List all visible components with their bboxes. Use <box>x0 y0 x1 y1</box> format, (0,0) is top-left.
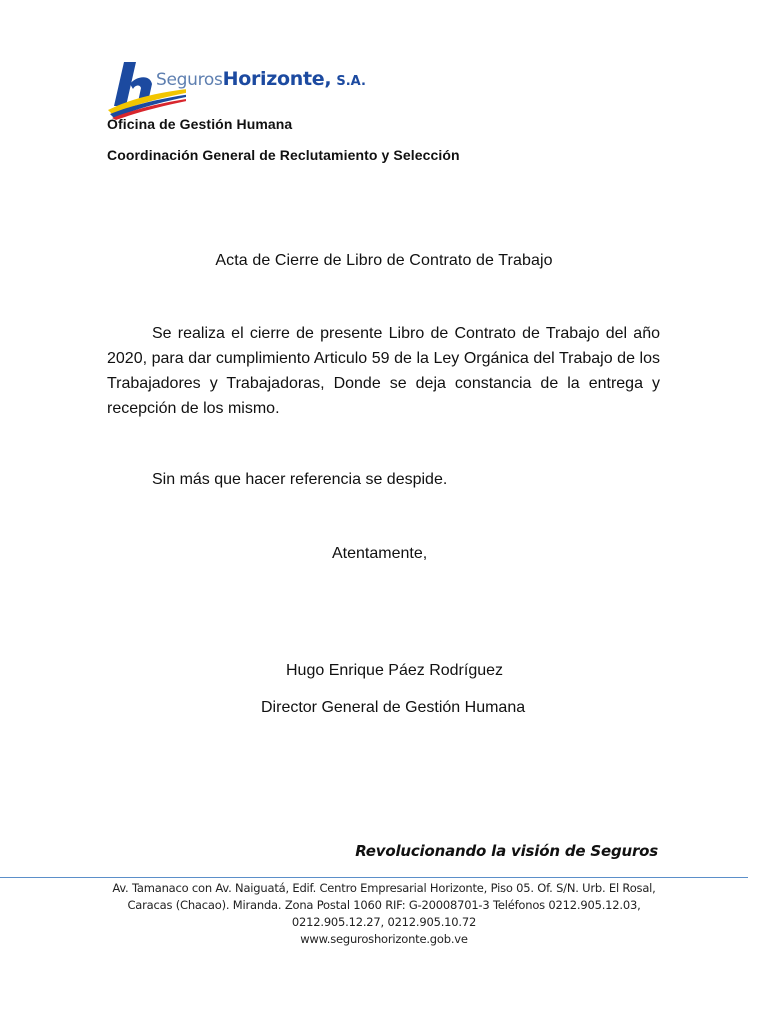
footer-phones-line: 0212.905.12.27, 0212.905.10.72 <box>291 915 477 929</box>
logo-word-seguros: Seguros <box>156 70 223 90</box>
footer-address-line-2: Caracas (Chacao). Miranda. Zona Postal 1060 RIF: G-20008701-3 Teléfonos 0212.905.12.03, <box>127 898 641 912</box>
document-title: Acta de Cierre de Libro de Contrato de Trabajo <box>215 252 553 269</box>
body-paragraph: Se realiza el cierre de presente Libro de Contrato de Trabajo del año 2020, para dar cumplimiento Articulo 59 de la Ley Orgánica del Trabajo de los Trabajadores y Trabajadoras, Donde se deja constancia de la entrega y recepción de los mismo. <box>107 325 660 417</box>
logo-wordmark <box>156 68 366 90</box>
footer-slogan: Revolucionando la visión de Seguros <box>355 842 658 860</box>
footer-address <box>0 880 768 948</box>
office-heading: Oficina de Gestión Humana <box>107 116 293 132</box>
footer-website: www.seguroshorizonte.gob.ve <box>300 932 468 946</box>
signer-title: Director General de Gestión Humana <box>261 699 526 716</box>
coordination-heading: Coordinación General de Reclutamiento y Selección <box>107 147 460 163</box>
closing-line: Sin más que hacer referencia se despide. <box>152 471 448 488</box>
signer-name: Hugo Enrique Páez Rodríguez <box>286 662 504 679</box>
logo-word-horizonte: Horizonte, <box>222 68 332 90</box>
footer-divider <box>0 877 748 878</box>
footer-address-line-1: Av. Tamanaco con Av. Naiguatá, Edif. Centro Empresarial Horizonte, Piso 05. Of. S/N. Urb. El Rosal, <box>112 881 656 895</box>
logo-suffix: S.A. <box>336 74 366 89</box>
regards-line: Atentamente, <box>332 545 428 562</box>
company-logo <box>106 58 366 120</box>
